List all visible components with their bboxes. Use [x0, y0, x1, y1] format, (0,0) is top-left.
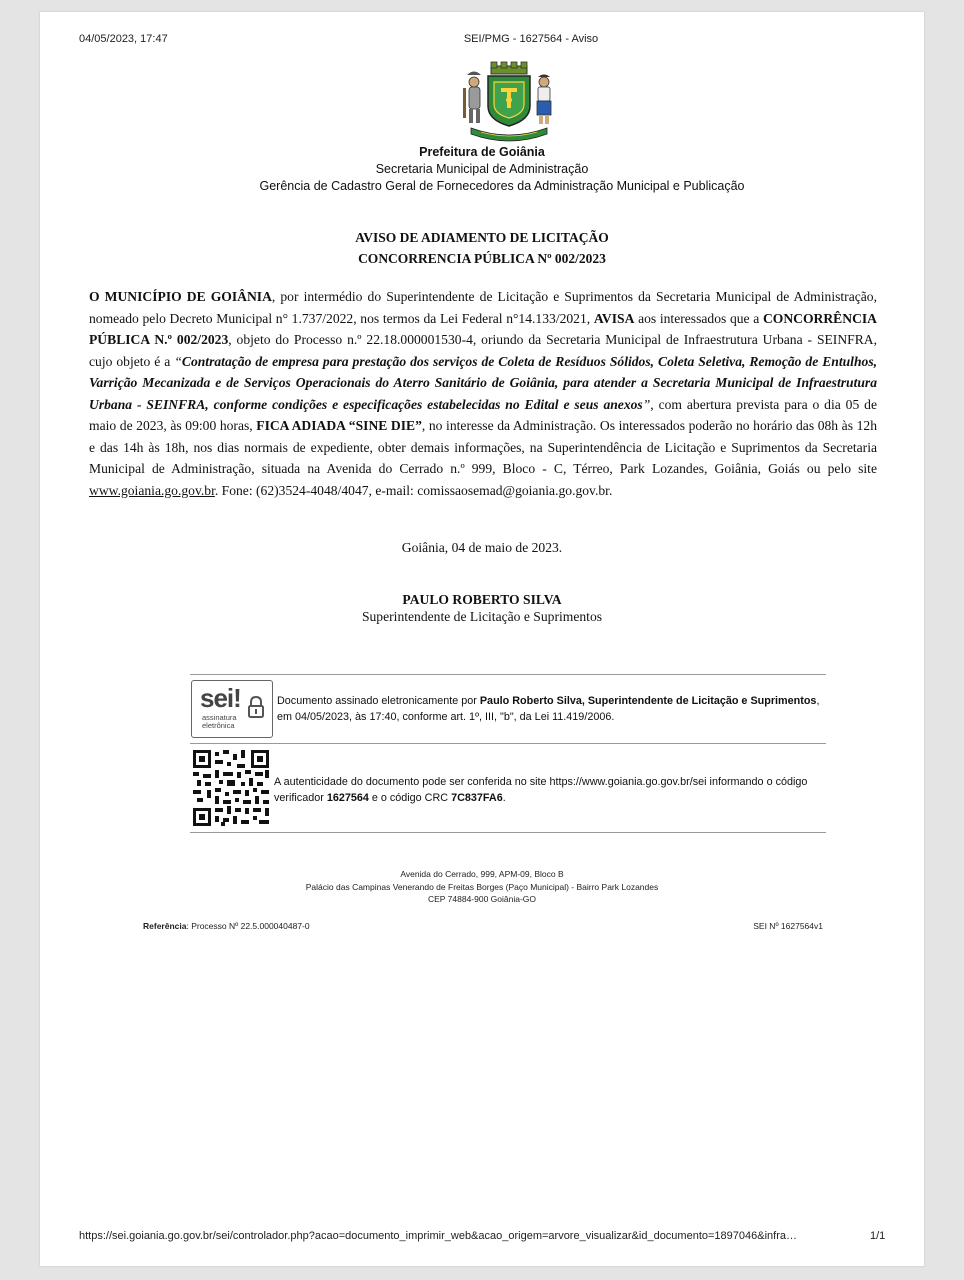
- quote-open: “: [174, 353, 182, 369]
- body-text: , por intermédio do Superintendente de Licitação e Suprimentos da Secretaria Municipal de Administração, nomeado pelo Decreto Municipal n° 1.737/2022, nos termos da Lei Federal n°14.133/2021,: [89, 289, 877, 326]
- print-doc-title: SEI/PMG - 1627564 - Aviso: [463, 33, 599, 45]
- footer-address-line2: Palácio das Campinas Venerando de Freitas Borges (Paço Municipal) - Bairro Park Lozandes: [305, 881, 659, 892]
- signer-bold: Paulo Roberto Silva, Superintendente de Licitação e Suprimentos: [479, 695, 817, 707]
- body-text: . Fone: (62)3524-4048/4047, e-mail: comissaosemad@goiania.go.gov.br.: [214, 482, 613, 498]
- body-text: aos interessados que a: [634, 310, 763, 326]
- document-sheet: [40, 12, 924, 1266]
- avisa-bold: AVISA: [593, 310, 635, 326]
- print-url: https://sei.goiania.go.gov.br/sei/controlador.php?acao=documento_imprimir_web&acao_origem=arvore_visualizar&id_documento=1897046&infra…: [79, 1230, 797, 1242]
- sei-logo-sub1: assinatura: [202, 713, 237, 722]
- footer-address: [0, 868, 964, 906]
- verification-text-part: .: [502, 792, 506, 804]
- signature-text-part: , em 04/05/2023, às 17:40, conforme art. 1º, III, "b", da Lei 11.419/2006.: [277, 695, 820, 723]
- signature-text-part: Documento assinado eletronicamente por: [277, 695, 480, 707]
- contract-object: Contratação de empresa para prestação dos serviços de Coleta de Resíduos Sólidos, Coleta Seletiva, Remoção de Entulhos, Varrição Mecanizada e de Serviços Operacionais do Aterro Sanitário de Goiânia, para atender a Secretaria Municipal de Infraestrutura Urbana - SEINFRA, conforme condições e especificações estabelecidas no Edital e seus anexos: [89, 353, 878, 412]
- signature-text: [277, 693, 822, 725]
- verification-text-part: e o código CRC: [368, 792, 452, 804]
- print-datetime: 04/05/2023, 17:47: [79, 33, 168, 45]
- sei-logo-text: sei!: [200, 683, 241, 713]
- sei-number: SEI Nº 1627564v1: [753, 921, 823, 931]
- divider: [190, 832, 826, 833]
- adiada-bold: FICA ADIADA “SINE DIE”: [256, 418, 422, 433]
- verification-text-part: A autenticidade do documento pode ser conferida no site https://www.goiania.go.gov.br/sei informando o código verificador: [274, 776, 808, 804]
- reference-label: Referência: [143, 921, 187, 931]
- footer-address-line1: Avenida do Cerrado, 999, APM-09, Bloco B: [400, 869, 564, 879]
- body-text: , no interesse da Administração. Os interessados poderão no horário das 08h às 12h e das 14h às 18h, nos dias normais de expediente, obter demais informações, na Superintendência de Licitação e Suprimentos da Secretaria Municipal de Administração, situada na Avenida do Cerrado n.º 999, Bloco - C, Térreo, Park Lozandes, Goiânia, Goiás ou pelo site: [89, 418, 877, 476]
- verifier-code: 1627564: [326, 792, 369, 804]
- padlock-icon: [247, 695, 265, 724]
- doc-title-line2: CONCORRENCIA PÚBLICA Nº 002/2023: [358, 251, 606, 266]
- qr-code: [193, 750, 269, 826]
- org-secretariat: Secretaria Municipal de Administração: [375, 162, 589, 176]
- date-line: Goiânia, 04 de maio de 2023.: [401, 540, 563, 555]
- doc-title-line1: AVISO DE ADIAMENTO DE LICITAÇÃO: [355, 230, 609, 245]
- sei-logo-caption: [202, 714, 237, 730]
- org-department: Gerência de Cadastro Geral de Fornecedores da Administração Municipal e Publicação: [259, 179, 745, 193]
- quote-close: ”: [642, 396, 651, 412]
- signatory-name: PAULO ROBERTO SILVA: [402, 592, 562, 607]
- notice-paragraph: [89, 286, 877, 501]
- body-text: , com abertura prevista para o dia 05 de maio de 2023, às 09:00 horas,: [89, 396, 878, 433]
- municipality-bold: O MUNICÍPIO DE GOIÂNIA: [89, 289, 272, 304]
- coat-of-arms-logo: [461, 60, 557, 142]
- verification-text: [274, 774, 822, 806]
- sei-logo-sub2: eletrônica: [202, 721, 235, 730]
- reference-line: [143, 921, 310, 931]
- org-name: Prefeitura de Goiânia: [419, 145, 545, 159]
- website-link[interactable]: www.goiania.go.gov.br: [89, 482, 215, 498]
- print-page-number: 1/1: [870, 1230, 886, 1242]
- footer-address-line3: CEP 74884-900 Goiânia-GO: [427, 894, 537, 904]
- signatory-role: Superintendente de Licitação e Suprimentos: [361, 609, 603, 624]
- divider: [190, 674, 826, 675]
- reference-value: : Processo Nº 22.5.000040487-0: [186, 921, 310, 931]
- divider: [190, 743, 826, 744]
- sei-signature-logo: [191, 680, 273, 738]
- body-text: , objeto do Processo n.º 22.18.000001530-4, oriundo da Secretaria Municipal de Infraestrutura Urbana - SEINFRA, cujo objeto é a: [89, 332, 877, 369]
- concorrencia-bold: CONCORRÊNCIA PÚBLICA N.º 002/2023: [89, 310, 877, 347]
- crc-code: 7C837FA6: [451, 792, 503, 804]
